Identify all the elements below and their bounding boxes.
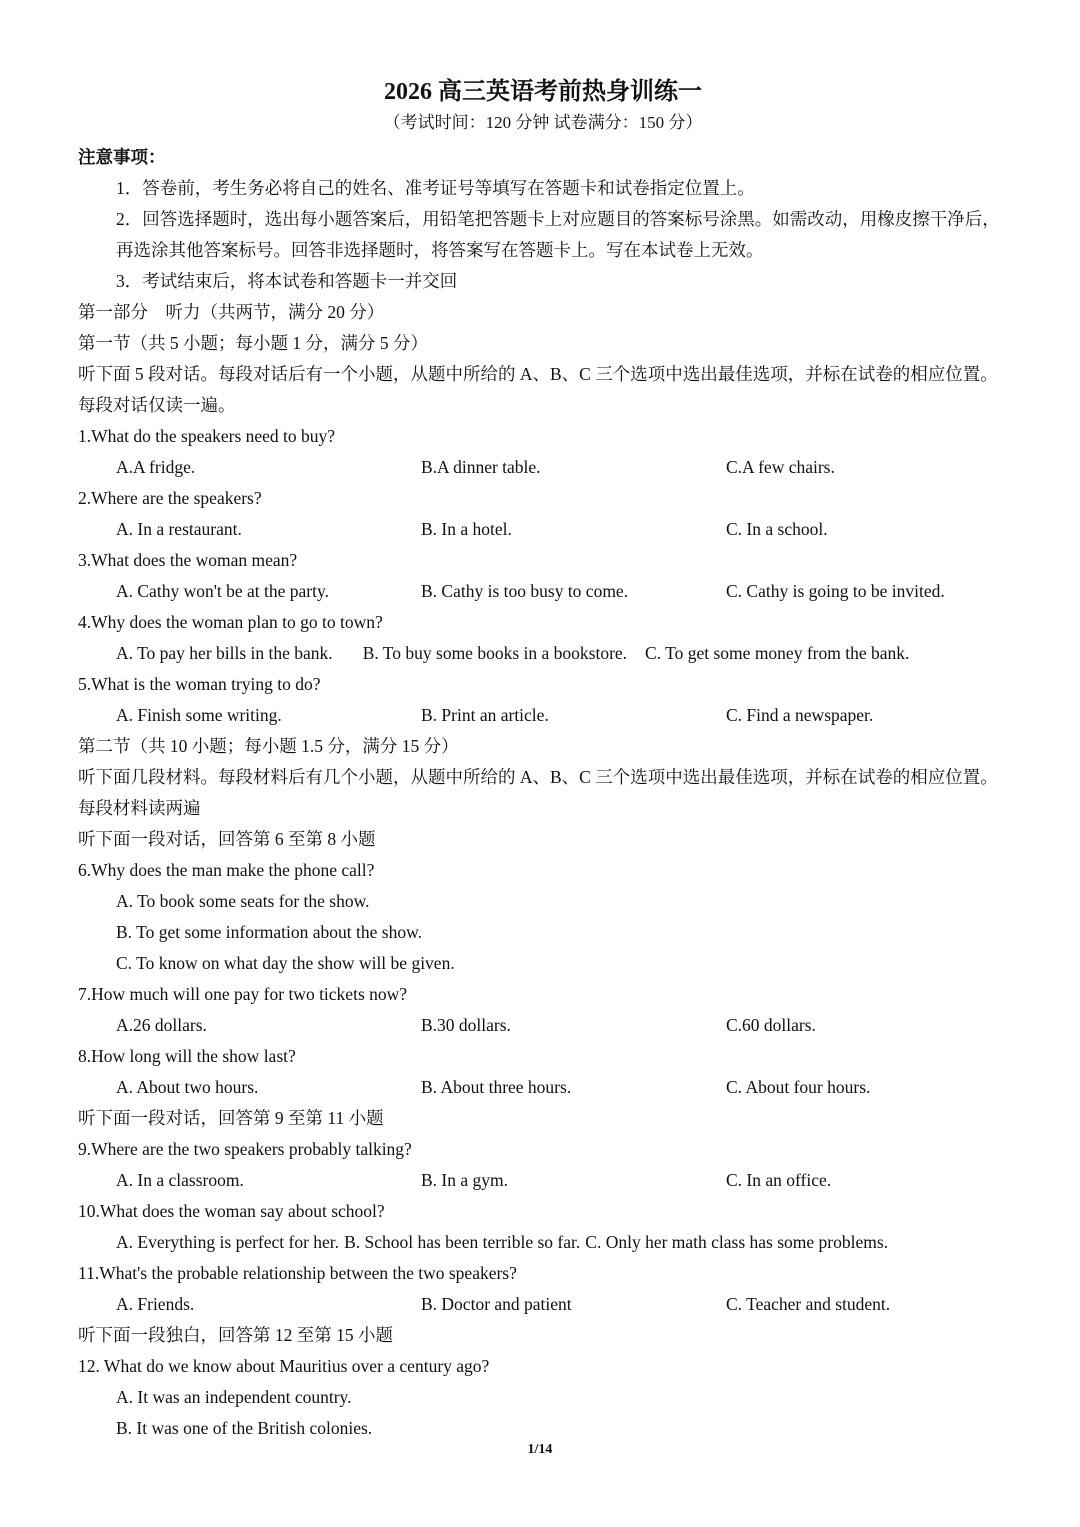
option-b: B. School has been terrible so far. [344,1232,581,1252]
option-c: C.A few chairs. [726,457,835,477]
option-a: A. Everything is perfect for her. [116,1232,340,1252]
part1-heading: 第一部分 听力（共两节，满分 20 分） [78,302,385,322]
option-a: A. It was an independent country. [116,1387,352,1407]
option-b: B. To buy some books in a bookstore. [362,643,628,663]
question-options [78,514,1008,545]
section1-instruction: 听下面 5 段对话。每段对话后有一个小题，从题中所给的 A、B、C 三个选项中选出最佳选项，并标在试卷的相应位置。每段对话仅读一遍。 [78,364,998,415]
question-stem: 9.Where are the two speakers probably talking? [78,1139,412,1159]
question-options [78,1010,1008,1041]
question-stem: 3.What does the woman mean? [78,550,298,570]
notice-item-3: 3．考试结束后，将本试卷和答题卡一并交回 [116,271,458,291]
option-a: A. About two hours. [116,1077,259,1097]
section2-heading: 第二节（共 10 小题；每小题 1.5 分，满分 15 分） [78,736,459,756]
option-c: C. About four hours. [726,1077,871,1097]
option-a: A. To pay her bills in the bank. [116,643,333,663]
option-a: A.A fridge. [116,457,196,477]
option-c: C. To know on what day the show will be given. [116,953,455,973]
option-b: B.30 dollars. [421,1015,511,1035]
option-c: C. In an office. [726,1170,832,1190]
option-a: A. In a classroom. [116,1170,244,1190]
option-b: B. About three hours. [421,1077,572,1097]
option-c: C. Cathy is going to be invited. [726,581,945,601]
question-options [78,452,1008,483]
question-stem: 4.Why does the woman plan to go to town? [78,612,383,632]
option-c: C. To get some money from the bank. [645,643,910,663]
question-stem: 8.How long will the show last? [78,1046,296,1066]
option-b: B. To get some information about the show. [116,922,422,942]
section2-instruction: 听下面几段材料。每段材料后有几个小题，从题中所给的 A、B、C 三个选项中选出最佳选项，并标在试卷的相应位置。每段材料读两遍 [78,767,998,818]
question-stem: 11.What's the probable relationship between the two speakers? [78,1263,517,1283]
question-options [78,1165,1008,1196]
group-instruction: 听下面一段独白，回答第 12 至第 15 小题 [78,1325,393,1345]
question-options [78,576,1008,607]
question-options [78,1072,1008,1103]
question-stem: 12. What do we know about Mauritius over a century ago? [78,1356,490,1376]
notice-heading: 注意事项： [78,147,166,167]
option-c: C. Teacher and student. [726,1294,891,1314]
option-c: C.60 dollars. [726,1015,816,1035]
exam-page [78,74,1008,1444]
question-options [78,1289,1008,1320]
question-stem: 7.How much will one pay for two tickets now? [78,984,408,1004]
question-options [78,700,1008,731]
option-b: B. Doctor and patient [421,1294,572,1314]
option-b: B. In a gym. [421,1170,509,1190]
option-c: C. In a school. [726,519,828,539]
question-stem: 10.What does the woman say about school? [78,1201,385,1221]
question-stem: 5.What is the woman trying to do? [78,674,321,694]
option-b: B. In a hotel. [421,519,512,539]
question-options [78,1227,1008,1258]
question-stem: 2.Where are the speakers? [78,488,262,508]
option-b: B. It was one of the British colonies. [116,1418,373,1438]
page-number: 1/14 [527,1442,553,1457]
notice-item-2: 2．回答选择题时，选出每小题答案后，用铅笔把答题卡上对应题目的答案标号涂黑。如需改动，用橡皮擦干净后，再选涂其他答案标号。回答非选择题时，将答案写在答题卡上。写在本试卷上无效。 [116,209,1000,260]
option-a: A.26 dollars. [116,1015,207,1035]
option-a: A. To book some seats for the show. [116,891,370,911]
option-b: B. Print an article. [421,705,549,725]
option-b: B.A dinner table. [421,457,541,477]
section1-heading: 第一节（共 5 小题；每小题 1 分，满分 5 分） [78,333,428,353]
option-b: B. Cathy is too busy to come. [421,581,629,601]
option-c: C. Only her math class has some problems. [585,1232,889,1252]
option-a: A. Cathy won't be at the party. [116,581,329,601]
notice-item-1: 1．答卷前，考生务必将自己的姓名、准考证号等填写在答题卡和试卷指定位置上。 [116,178,755,198]
option-a: A. In a restaurant. [116,519,242,539]
option-a: A. Friends. [116,1294,195,1314]
option-c: C. Find a newspaper. [726,705,874,725]
group-instruction: 听下面一段对话，回答第 9 至第 11 小题 [78,1108,384,1128]
option-a: A. Finish some writing. [116,705,282,725]
question-options [78,638,1008,669]
question-stem: 6.Why does the man make the phone call? [78,860,375,880]
question-stem: 1.What do the speakers need to buy? [78,426,336,446]
exam-title: 2026 高三英语考前热身训练一 [384,79,702,105]
group-instruction: 听下面一段对话，回答第 6 至第 8 小题 [78,829,376,849]
exam-subtitle: （考试时间：120 分钟 试卷满分：150 分） [383,113,703,132]
